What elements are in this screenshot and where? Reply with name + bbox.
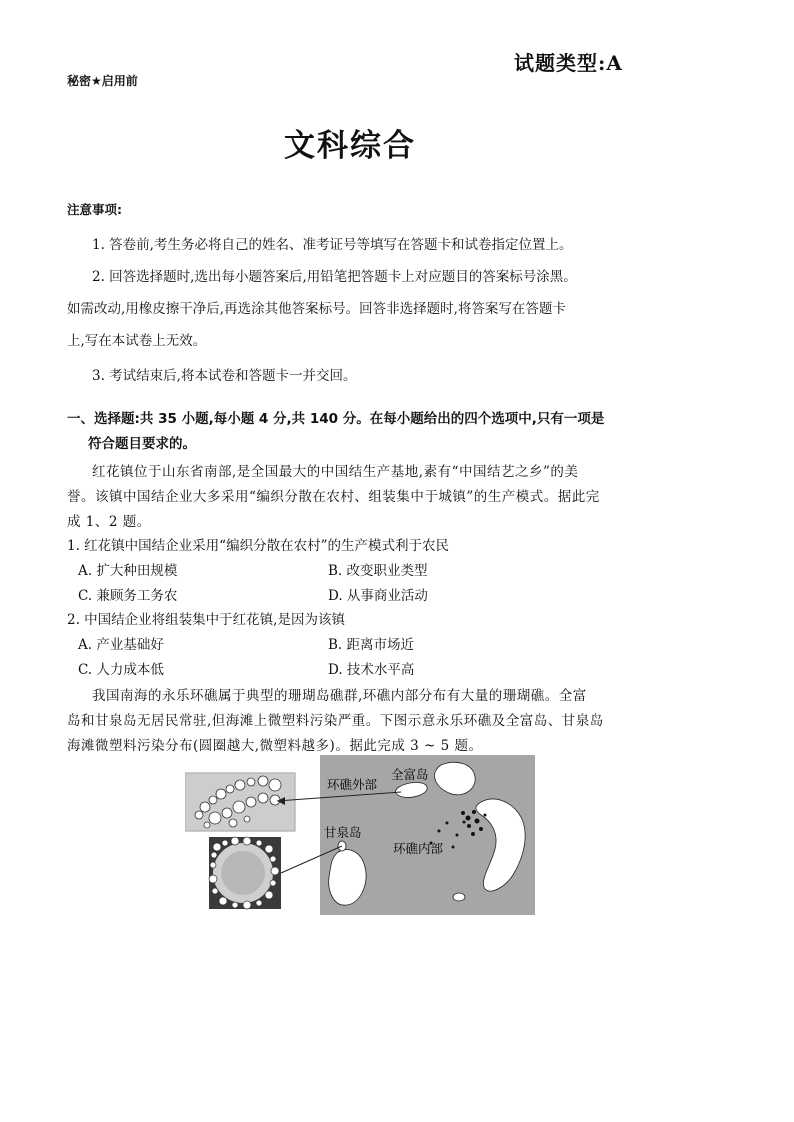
question-type-label: 试题类型:A: [514, 51, 623, 75]
question-1-option-c: C. 兼顾务工务农: [78, 588, 178, 604]
question-1-option-a: A. 扩大种田规模: [78, 563, 178, 579]
south-islet: [453, 893, 465, 901]
question-1-option-d: D. 从事商业活动: [328, 588, 428, 604]
ganquan-beach-photo: [209, 837, 281, 909]
notice-item-2-line-2: 如需改动,用橡皮擦干净后,再选涂其他答案标号。回答非选择题时,将答案写在答题卡: [67, 301, 566, 317]
passage-2-line-2: 岛和甘泉岛无居民常驻,但海滩上微塑料污染严重。下图示意永乐环礁及全富岛、甘泉岛: [67, 713, 604, 729]
passage-1-line-2: 誉。该镇中国结企业大多采用“编织分散在农村、组装集中于城镇”的生产模式。据此完: [67, 489, 600, 505]
question-2-option-b: B. 距离市场近: [328, 637, 415, 653]
atoll-figure: [185, 755, 535, 915]
confidential-mark: 秘密★启用前: [67, 74, 138, 88]
notice-item-1: 1. 答卷前,考生务必将自己的姓名、准考证号等填写在答题卡和试卷指定位置上。: [92, 237, 573, 253]
notice-item-2-line-1: 2. 回答选择题时,选出每小题答案后,用铅笔把答题卡上对应题目的答案标号涂黑。: [92, 269, 577, 285]
notice-item-2-line-3: 上,写在本试卷上无效。: [67, 333, 207, 349]
section-heading-line-1: 一、选择题:共 35 小题,每小题 4 分,共 140 分。在每小题给出的四个选项中,只有一项是: [67, 411, 605, 427]
question-2-option-c: C. 人力成本低: [78, 662, 164, 678]
label-outer-reef: 环礁外部: [327, 777, 378, 792]
label-ganquan: 甘泉岛: [324, 825, 362, 840]
question-1-stem: 1. 红花镇中国结企业采用“编织分散在农村”的生产模式利于农民: [67, 538, 449, 554]
label-quanfu: 全富岛: [391, 767, 429, 782]
passage-1-line-1: 红花镇位于山东省南部,是全国最大的中国结生产基地,素有“中国结艺之乡”的美: [92, 464, 579, 480]
notice-item-3: 3. 考试结束后,将本试卷和答题卡一并交回。: [92, 368, 357, 384]
notice-heading: 注意事项:: [67, 202, 122, 217]
question-2-option-d: D. 技术水平高: [328, 662, 415, 678]
outer-beach-photo: [185, 773, 295, 831]
atoll-figure-svg: [185, 755, 535, 915]
passage-2-line-3: 海滩微塑料污染分布(圆圈越大,微塑料越多)。据此完成 3 ~ 5 题。: [67, 738, 483, 754]
label-inner-reef: 环礁内部: [393, 841, 444, 856]
question-2-stem: 2. 中国结企业将组装集中于红花镇,是因为该镇: [67, 612, 345, 628]
passage-1-line-3: 成 1、2 题。: [67, 514, 151, 530]
question-1-option-b: B. 改变职业类型: [328, 563, 428, 579]
page-title: 文科综合: [284, 128, 416, 164]
section-heading-line-2: 符合题目要求的。: [88, 436, 196, 452]
passage-2-line-1: 我国南海的永乐环礁属于典型的珊瑚岛礁群,环礁内部分布有大量的珊瑚礁。全富: [92, 688, 587, 704]
question-2-option-a: A. 产业基础好: [78, 637, 164, 653]
